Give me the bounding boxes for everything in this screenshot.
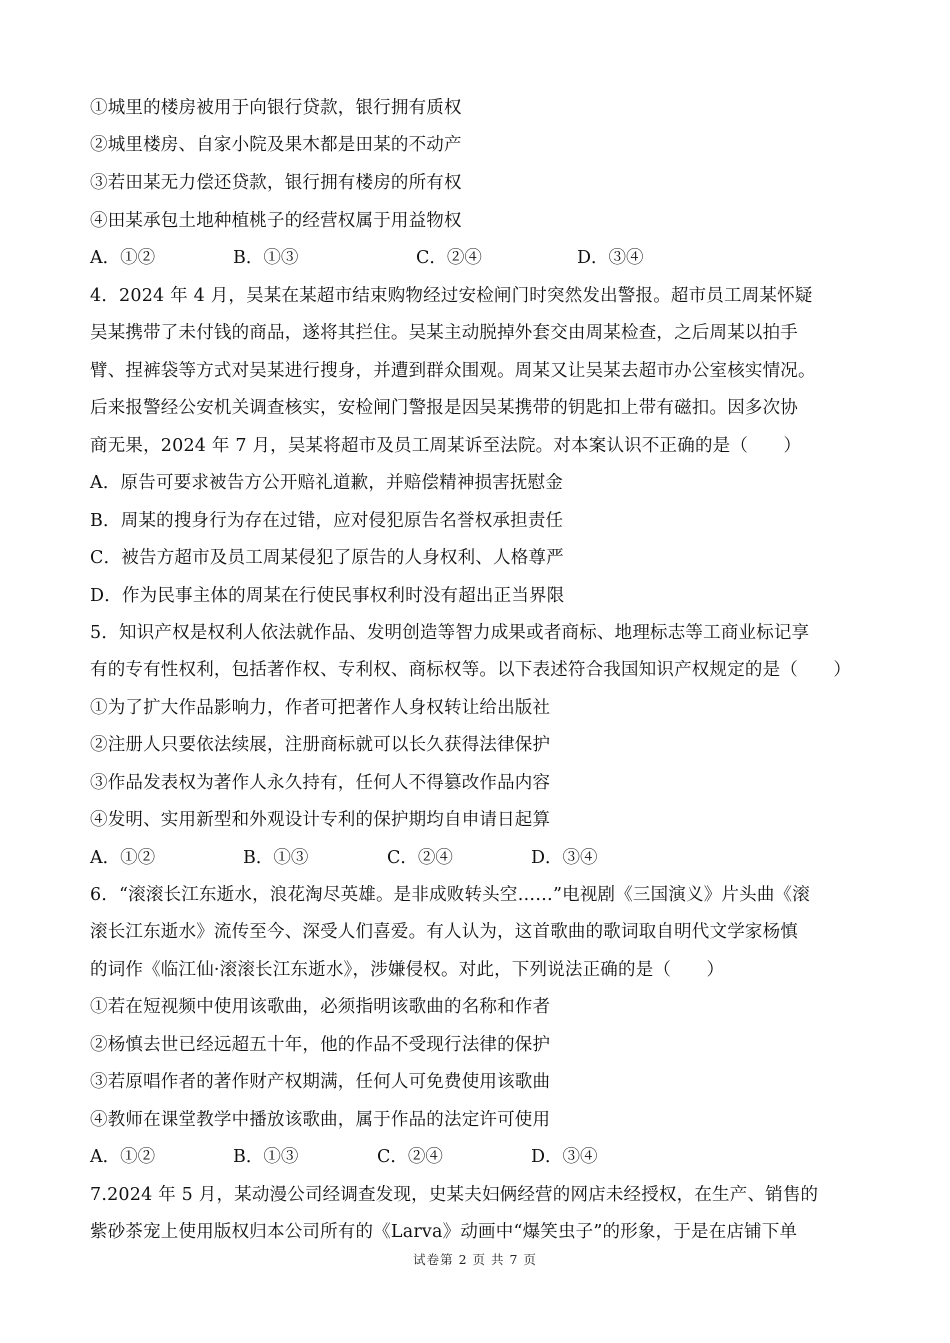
- q6-item-3: ③若原唱作者的著作财产权期满，任何人可免费使用该歌曲: [90, 1072, 551, 1092]
- q6-item-2: ②杨慎去世已经远超五十年，他的作品不受现行法律的保护: [90, 1035, 551, 1055]
- q4-stem-line-5: 商无果，2024 年 7 月，吴某将超市及员工周某诉至法院。对本案认识不正确的是（ ）: [90, 436, 802, 456]
- q4-stem-line-3: 臂、捏裤袋等方式对吴某进行搜身，并遭到群众围观。周某又让吴某去超市办公室核实情况。: [90, 361, 816, 381]
- q5-option-b: B．①③: [243, 848, 309, 868]
- q4-option-d: D．作为民事主体的周某在行使民事权利时没有超出正当界限: [90, 586, 565, 606]
- q6-item-1: ①若在短视频中使用该歌曲，必须指明该歌曲的名称和作者: [90, 997, 551, 1017]
- q6-stem-line-3: 的词作《临江仙·滚滚长江东逝水》，涉嫌侵权。对此，下列说法正确的是（ ）: [90, 960, 725, 980]
- q5-stem-line-2: 有的专有性权利，包括著作权、专利权、商标权等。以下表述符合我国知识产权规定的是（ ）: [90, 660, 852, 680]
- q3-option-a: A．①②: [90, 248, 156, 268]
- q4-stem-line-4: 后来报警经公安机关调查核实，安检闸门警报是因吴某携带的钥匙扣上带有磁扣。因多次协: [90, 398, 798, 418]
- q5-option-a: A．①②: [90, 848, 156, 868]
- q3-option-d: D．③④: [577, 248, 644, 268]
- q5-item-1: ①为了扩大作品影响力，作者可把著作人身权转让给出版社: [90, 698, 551, 718]
- q4-option-a: A．原告可要求被告方公开赔礼道歉，并赔偿精神损害抚慰金: [90, 473, 564, 493]
- q7-stem-line-1: 7.2024 年 5 月，某动漫公司经调查发现，史某夫妇俩经营的网店未经授权，在生产、销售的: [90, 1185, 819, 1205]
- q5-option-d: D．③④: [531, 848, 598, 868]
- q7-stem-line-2: 紫砂茶宠上使用版权归本公司所有的《Larva》动画中“爆笑虫子”的形象，于是在店铺下单: [90, 1222, 798, 1242]
- q5-item-2: ②注册人只要依法续展，注册商标就可以长久获得法律保护: [90, 735, 551, 755]
- q5-stem-line-1: 5．知识产权是权利人依法就作品、发明创造等智力成果或者商标、地理标志等工商业标记享: [90, 623, 810, 643]
- q4-stem-line-1: 4．2024 年 4 月，吴某在某超市结束购物经过安检闸门时突然发出警报。超市员工周某怀疑: [90, 286, 813, 306]
- page-footer: 试卷第 2 页 共 7 页: [413, 1252, 537, 1267]
- q6-stem-line-2: 滚长江东逝水》流传至今、深受人们喜爱。有人认为，这首歌曲的歌词取自明代文学家杨慎: [90, 922, 798, 942]
- q6-item-4: ④教师在课堂教学中播放该歌曲，属于作品的法定许可使用: [90, 1110, 551, 1130]
- q5-item-4: ④发明、实用新型和外观设计专利的保护期均自申请日起算: [90, 810, 551, 830]
- q3-item-3: ③若田某无力偿还贷款，银行拥有楼房的所有权: [90, 173, 462, 193]
- q4-option-b: B．周某的搜身行为存在过错，应对侵犯原告名誉权承担责任: [90, 511, 564, 531]
- q6-option-b: B．①③: [233, 1147, 299, 1167]
- q6-option-d: D．③④: [531, 1147, 598, 1167]
- q5-option-c: C．②④: [387, 848, 453, 868]
- q4-option-c: C．被告方超市及员工周某侵犯了原告的人身权利、人格尊严: [90, 548, 564, 568]
- q5-item-3: ③作品发表权为著作人永久持有，任何人不得篡改作品内容: [90, 773, 551, 793]
- q3-item-1: ①城里的楼房被用于向银行贷款，银行拥有质权: [90, 98, 462, 118]
- q3-option-c: C．②④: [416, 248, 482, 268]
- q3-option-b: B．①③: [233, 248, 299, 268]
- q3-item-4: ④田某承包土地种植桃子的经营权属于用益物权: [90, 211, 462, 231]
- q6-stem-line-1: 6．“滚滚长江东逝水，浪花淘尽英雄。是非成败转头空……”电视剧《三国演义》片头曲《滚: [90, 885, 810, 905]
- q3-item-2: ②城里楼房、自家小院及果木都是田某的不动产: [90, 135, 462, 155]
- q6-option-c: C．②④: [377, 1147, 443, 1167]
- q6-option-a: A．①②: [90, 1147, 156, 1167]
- q4-stem-line-2: 吴某携带了未付钱的商品，遂将其拦住。吴某主动脱掉外套交由周某检查，之后周某以拍手: [90, 323, 798, 343]
